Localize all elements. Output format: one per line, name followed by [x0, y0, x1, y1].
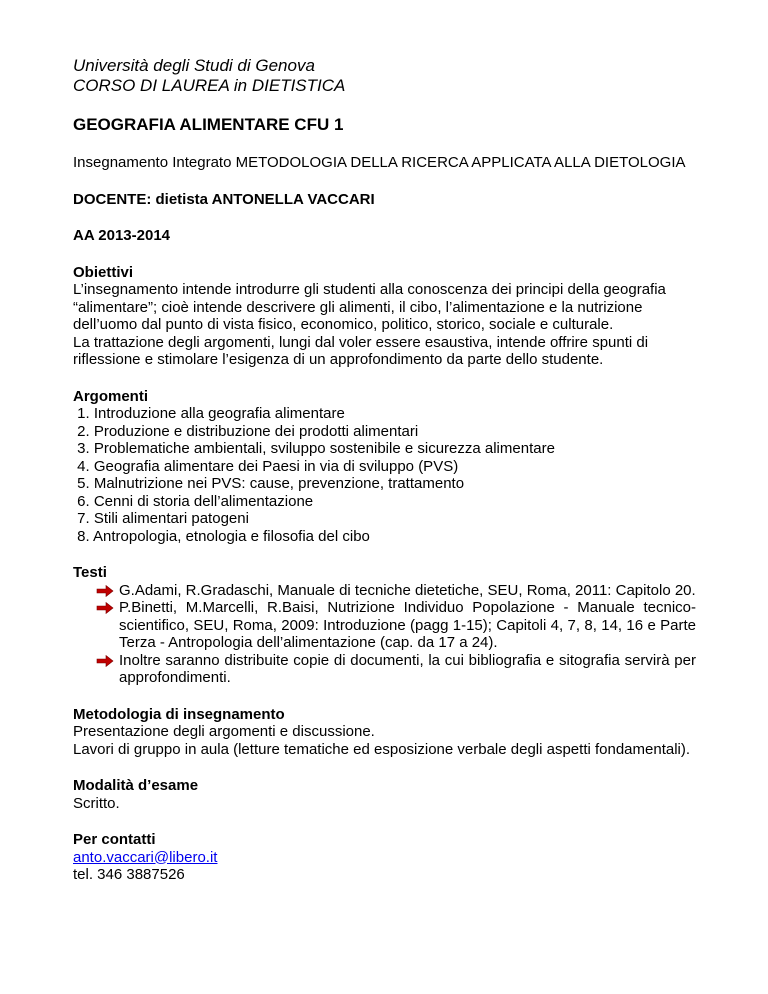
red-arrow-icon: [96, 585, 114, 597]
contacts-heading: Per contatti: [73, 831, 156, 848]
list-item: 6. Cenni di storia dell’alimentazione: [73, 492, 314, 510]
email-link[interactable]: anto.vaccari@libero.it: [73, 848, 218, 866]
text-item-label: P.Binetti, M.Marcelli, R.Baisi, Nutrizione Individuo Popolazione - Manuale tecnico-scientifico, SEU, Roma, 2009: Introduzione (pagg 1-15); Capitoli 4, 7, 8, 14, 16 e Parte Terza - Antropologia dell’alimentazione (cap. da 17 a 24).: [119, 599, 696, 651]
list-item: 5. Malnutrizione nei PVS: cause, prevenzione, trattamento: [73, 475, 465, 492]
list-item: 7. Stili alimentari patogeni: [73, 510, 249, 527]
topics-section: [73, 388, 696, 546]
methodology-line-1: Presentazione degli argomenti e discussione.: [73, 723, 375, 740]
list-item: [91, 582, 696, 600]
text-item-label: G.Adami, R.Gradaschi, Manuale di tecniche dietetiche, SEU, Roma, 2011: Capitolo 20.: [119, 581, 696, 599]
list-item: 8. Antropologia, etnologia e filosofia del cibo: [73, 527, 370, 545]
objectives-paragraph-2: La trattazione degli argomenti, lungi dal voler essere esaustiva, intende offrire spunti di riflessione e stimolare l’esigenza di un approfondimento da parte dello studente.: [73, 333, 649, 368]
topics-heading: Argomenti: [73, 387, 148, 405]
red-arrow-icon: [96, 602, 114, 614]
contacts-section: [73, 831, 696, 884]
methodology-line-2: Lavori di gruppo in aula (letture tematiche ed esposizione verbale degli aspetti fondamentali).: [73, 740, 691, 758]
university-name: Università degli Studi di Genova: [73, 56, 315, 75]
objectives-heading: Obiettivi: [73, 263, 134, 281]
list-item: [91, 599, 696, 652]
integrated-course: Insegnamento Integrato METODOLOGIA DELLA RICERCA APPLICATA ALLA DIETOLOGIA: [73, 154, 686, 171]
exam-section: [73, 777, 696, 812]
list-item: 4. Geografia alimentare dei Paesi in via di sviluppo (PVS): [73, 457, 459, 475]
phone-number: tel. 346 3887526: [73, 866, 185, 883]
list-item: 1. Introduzione alla geografia alimentare: [73, 405, 345, 422]
red-arrow-icon: [96, 655, 114, 667]
course-name: CORSO DI LAUREA in DIETISTICA: [73, 76, 346, 95]
list-item: 3. Problematiche ambientali, sviluppo sostenibile e sicurezza alimentare: [73, 440, 555, 457]
page-title: GEOGRAFIA ALIMENTARE CFU 1: [73, 115, 344, 134]
methodology-section: [73, 706, 696, 759]
header: [73, 56, 696, 96]
topics-list: [73, 405, 696, 545]
objectives-paragraph-1: L’insegnamento intende introdurre gli studenti alla conoscenza dei principi della geografia “alimentare”; cioè intende descrivere gli alimenti, il cibo, l’alimentazione e la nutrizione dell’uomo dal punto di vista fisico, economico, politico, storico, sociale e culturale.: [73, 281, 666, 333]
list-item: 2. Produzione e distribuzione dei prodotti alimentari: [73, 422, 419, 440]
text-item-label: Inoltre saranno distribuite copie di documenti, la cui bibliografia e sitografia servirà per approfondimenti.: [119, 651, 696, 686]
teacher: DOCENTE: dietista ANTONELLA VACCARI: [73, 190, 375, 208]
texts-list: [73, 582, 696, 687]
texts-section: [73, 564, 696, 687]
methodology-heading: Metodologia di insegnamento: [73, 705, 285, 723]
objectives-section: [73, 264, 696, 369]
academic-year: AA 2013-2014: [73, 227, 171, 244]
list-item: [91, 652, 696, 687]
exam-heading: Modalità d’esame: [73, 777, 199, 794]
texts-heading: Testi: [73, 564, 107, 581]
exam-text: Scritto.: [73, 794, 120, 812]
